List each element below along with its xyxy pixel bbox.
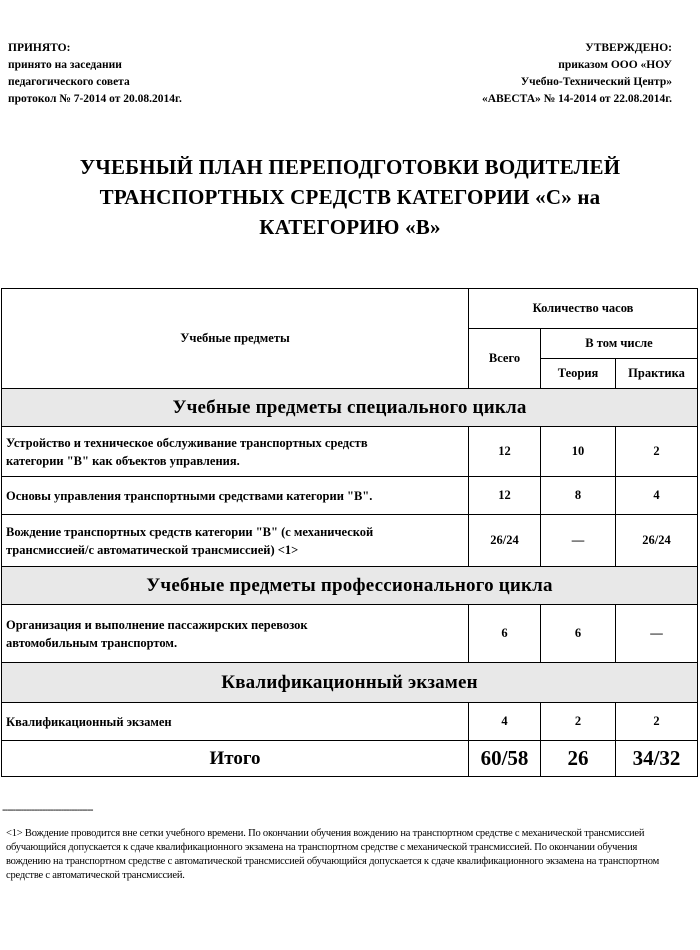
table-row — [2, 515, 698, 567]
hours-total: 12 — [469, 477, 541, 515]
subject-name — [2, 605, 469, 663]
approval-right-heading: УТВЕРЖДЕНО: — [585, 42, 672, 54]
hours-practice: 2 — [616, 703, 698, 741]
header-including: В том числе — [541, 329, 698, 359]
header-total: Всего — [469, 329, 541, 389]
subject-name-line: трансмиссией/с автоматической трансмиссией) <1> — [6, 542, 299, 557]
footnote-separator: ---------------------------------- — [2, 804, 93, 816]
approval-right — [482, 40, 672, 108]
table-row — [2, 477, 698, 515]
hours-practice: — — [616, 605, 698, 663]
header-practice: Практика — [616, 359, 698, 389]
footnote-text: <1> Вождение проводится вне сетки учебного времени. По окончании обучения вождению на транспортном средстве с механической трансмиссией обучающийся допускается к сдаче квалификационного экзамена на транспортном средстве с механической трансмиссией. По окончании обучения вождению на транспортном средстве с автоматической трансмиссией обучающийся допускается к сдаче квалификационного экзамена на транспортном средстве с автоматической трансмиссией. — [6, 828, 660, 881]
hours-theory: 8 — [541, 477, 616, 515]
hours-practice: 4 — [616, 477, 698, 515]
table-row — [2, 427, 698, 477]
table-row — [2, 703, 698, 741]
hours-total: 12 — [469, 427, 541, 477]
document-title — [0, 152, 700, 242]
section-title: Учебные предметы профессионального цикла — [2, 567, 698, 605]
total-theory: 26 — [541, 741, 616, 777]
total-label: Итого — [2, 741, 469, 777]
subject-name — [2, 515, 469, 567]
total-practice: 34/32 — [616, 741, 698, 777]
title-line: ТРАНСПОРТНЫХ СРЕДСТВ КАТЕГОРИИ «С» на — [99, 185, 601, 209]
total-row — [2, 741, 698, 777]
title-line: КАТЕГОРИЮ «В» — [259, 215, 441, 239]
hours-total: 4 — [469, 703, 541, 741]
approval-left-heading: ПРИНЯТО: — [8, 42, 71, 54]
hours-theory: 10 — [541, 427, 616, 477]
approval-right-order: «АВЕСТА» № 14-2014 от 22.08.2014г. — [481, 93, 672, 105]
header-subjects: Учебные предметы — [2, 289, 469, 389]
approval-left — [8, 40, 182, 108]
hours-practice: 2 — [616, 427, 698, 477]
hours-total: 6 — [469, 605, 541, 663]
approval-right-line: Учебно-Технический Центр» — [520, 76, 672, 88]
header-theory: Теория — [541, 359, 616, 389]
hours-total: 26/24 — [469, 515, 541, 567]
approval-left-line: принято на заседании — [8, 59, 122, 71]
hours-theory: — — [541, 515, 616, 567]
section-title: Квалификационный экзамен — [2, 663, 698, 703]
table-row — [2, 605, 698, 663]
hours-theory: 6 — [541, 605, 616, 663]
subject-name-line: Устройство и техническое обслуживание транспортных средств — [6, 435, 368, 450]
hours-practice: 26/24 — [616, 515, 698, 567]
total-hours: 60/58 — [469, 741, 541, 777]
hours-theory: 2 — [541, 703, 616, 741]
curriculum-table — [1, 288, 698, 777]
approval-left-line: педагогического совета — [8, 76, 130, 88]
subject-name-line: Вождение транспортных средств категории "В" (с механической — [6, 524, 374, 539]
subject-name: Основы управления транспортными средствами категории "В". — [2, 477, 469, 515]
subject-name-line: автомобильным транспортом. — [6, 635, 178, 650]
subject-name: Квалификационный экзамен — [2, 703, 469, 741]
subject-name-line: Организация и выполнение пассажирских перевозок — [6, 617, 308, 632]
title-line: УЧЕБНЫЙ ПЛАН ПЕРЕПОДГОТОВКИ ВОДИТЕЛЕЙ — [79, 155, 621, 179]
section-title: Учебные предметы специального цикла — [2, 389, 698, 427]
subject-name-line: категории "В" как объектов управления. — [6, 453, 240, 468]
subject-name — [2, 427, 469, 477]
approval-right-line: приказом ООО «НОУ — [558, 59, 672, 71]
header-hours: Количество часов — [469, 289, 698, 329]
approval-left-protocol: протокол № 7-2014 от 20.08.2014г. — [8, 93, 182, 105]
